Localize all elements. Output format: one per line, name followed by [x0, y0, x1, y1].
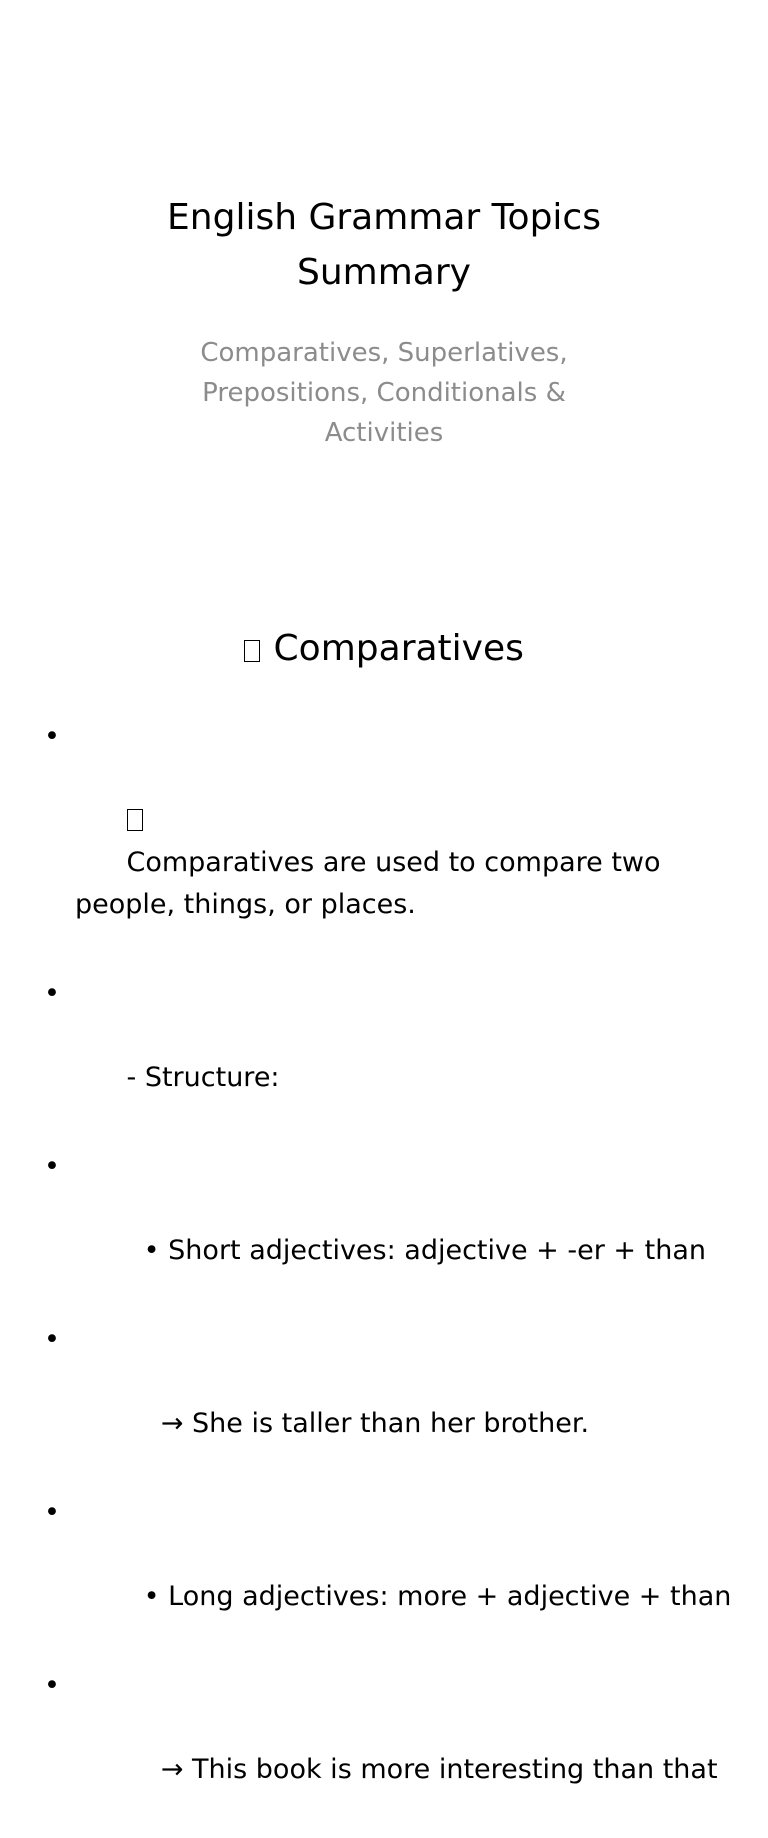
slide-subtitle: [0, 333, 768, 453]
slide-title: [0, 190, 768, 300]
bullet-list: [44, 716, 744, 1838]
title-line-2: Summary: [297, 252, 471, 293]
bullet-item: [44, 1665, 744, 1833]
subtitle-line-3: Activities: [324, 418, 444, 448]
bullet-dot: •: [44, 1670, 60, 1701]
title-line-1: English Grammar Topics: [167, 197, 601, 238]
bullet-text: • Long adjectives: more + adjective + than: [126, 1581, 732, 1612]
comparatives-slide: [0, 576, 768, 1785]
bullet-item: [44, 1146, 744, 1314]
title-slide: [0, 0, 768, 576]
bullet-dot: •: [44, 1324, 60, 1355]
bullet-text: → This book is more interesting than that: [126, 1754, 718, 1785]
bullet-dot: •: [44, 978, 60, 1009]
subtitle-line-1: Comparatives, Superlatives,: [200, 338, 568, 368]
missing-glyph-icon: [244, 640, 260, 662]
bullet-dot: •: [44, 1151, 60, 1182]
bullet-item: [44, 973, 744, 1141]
slide-heading: [0, 624, 768, 674]
bullet-item: [44, 716, 744, 968]
bullet-text: → She is taller than her brother.: [126, 1408, 590, 1439]
bullet-dot: •: [44, 721, 60, 752]
heading-text: Comparatives: [273, 628, 524, 669]
subtitle-line-2: Prepositions, Conditionals &: [202, 378, 566, 408]
bullet-text: Comparatives are used to compare two people, things, or places.: [75, 847, 670, 920]
bullet-item: [44, 1492, 744, 1660]
bullet-text: • Short adjectives: adjective + -er + than: [126, 1235, 706, 1266]
bullet-dot: •: [44, 1497, 60, 1528]
missing-glyph-icon: [127, 809, 143, 831]
bullet-text: - Structure:: [126, 1062, 280, 1093]
bullet-item: [44, 1319, 744, 1487]
